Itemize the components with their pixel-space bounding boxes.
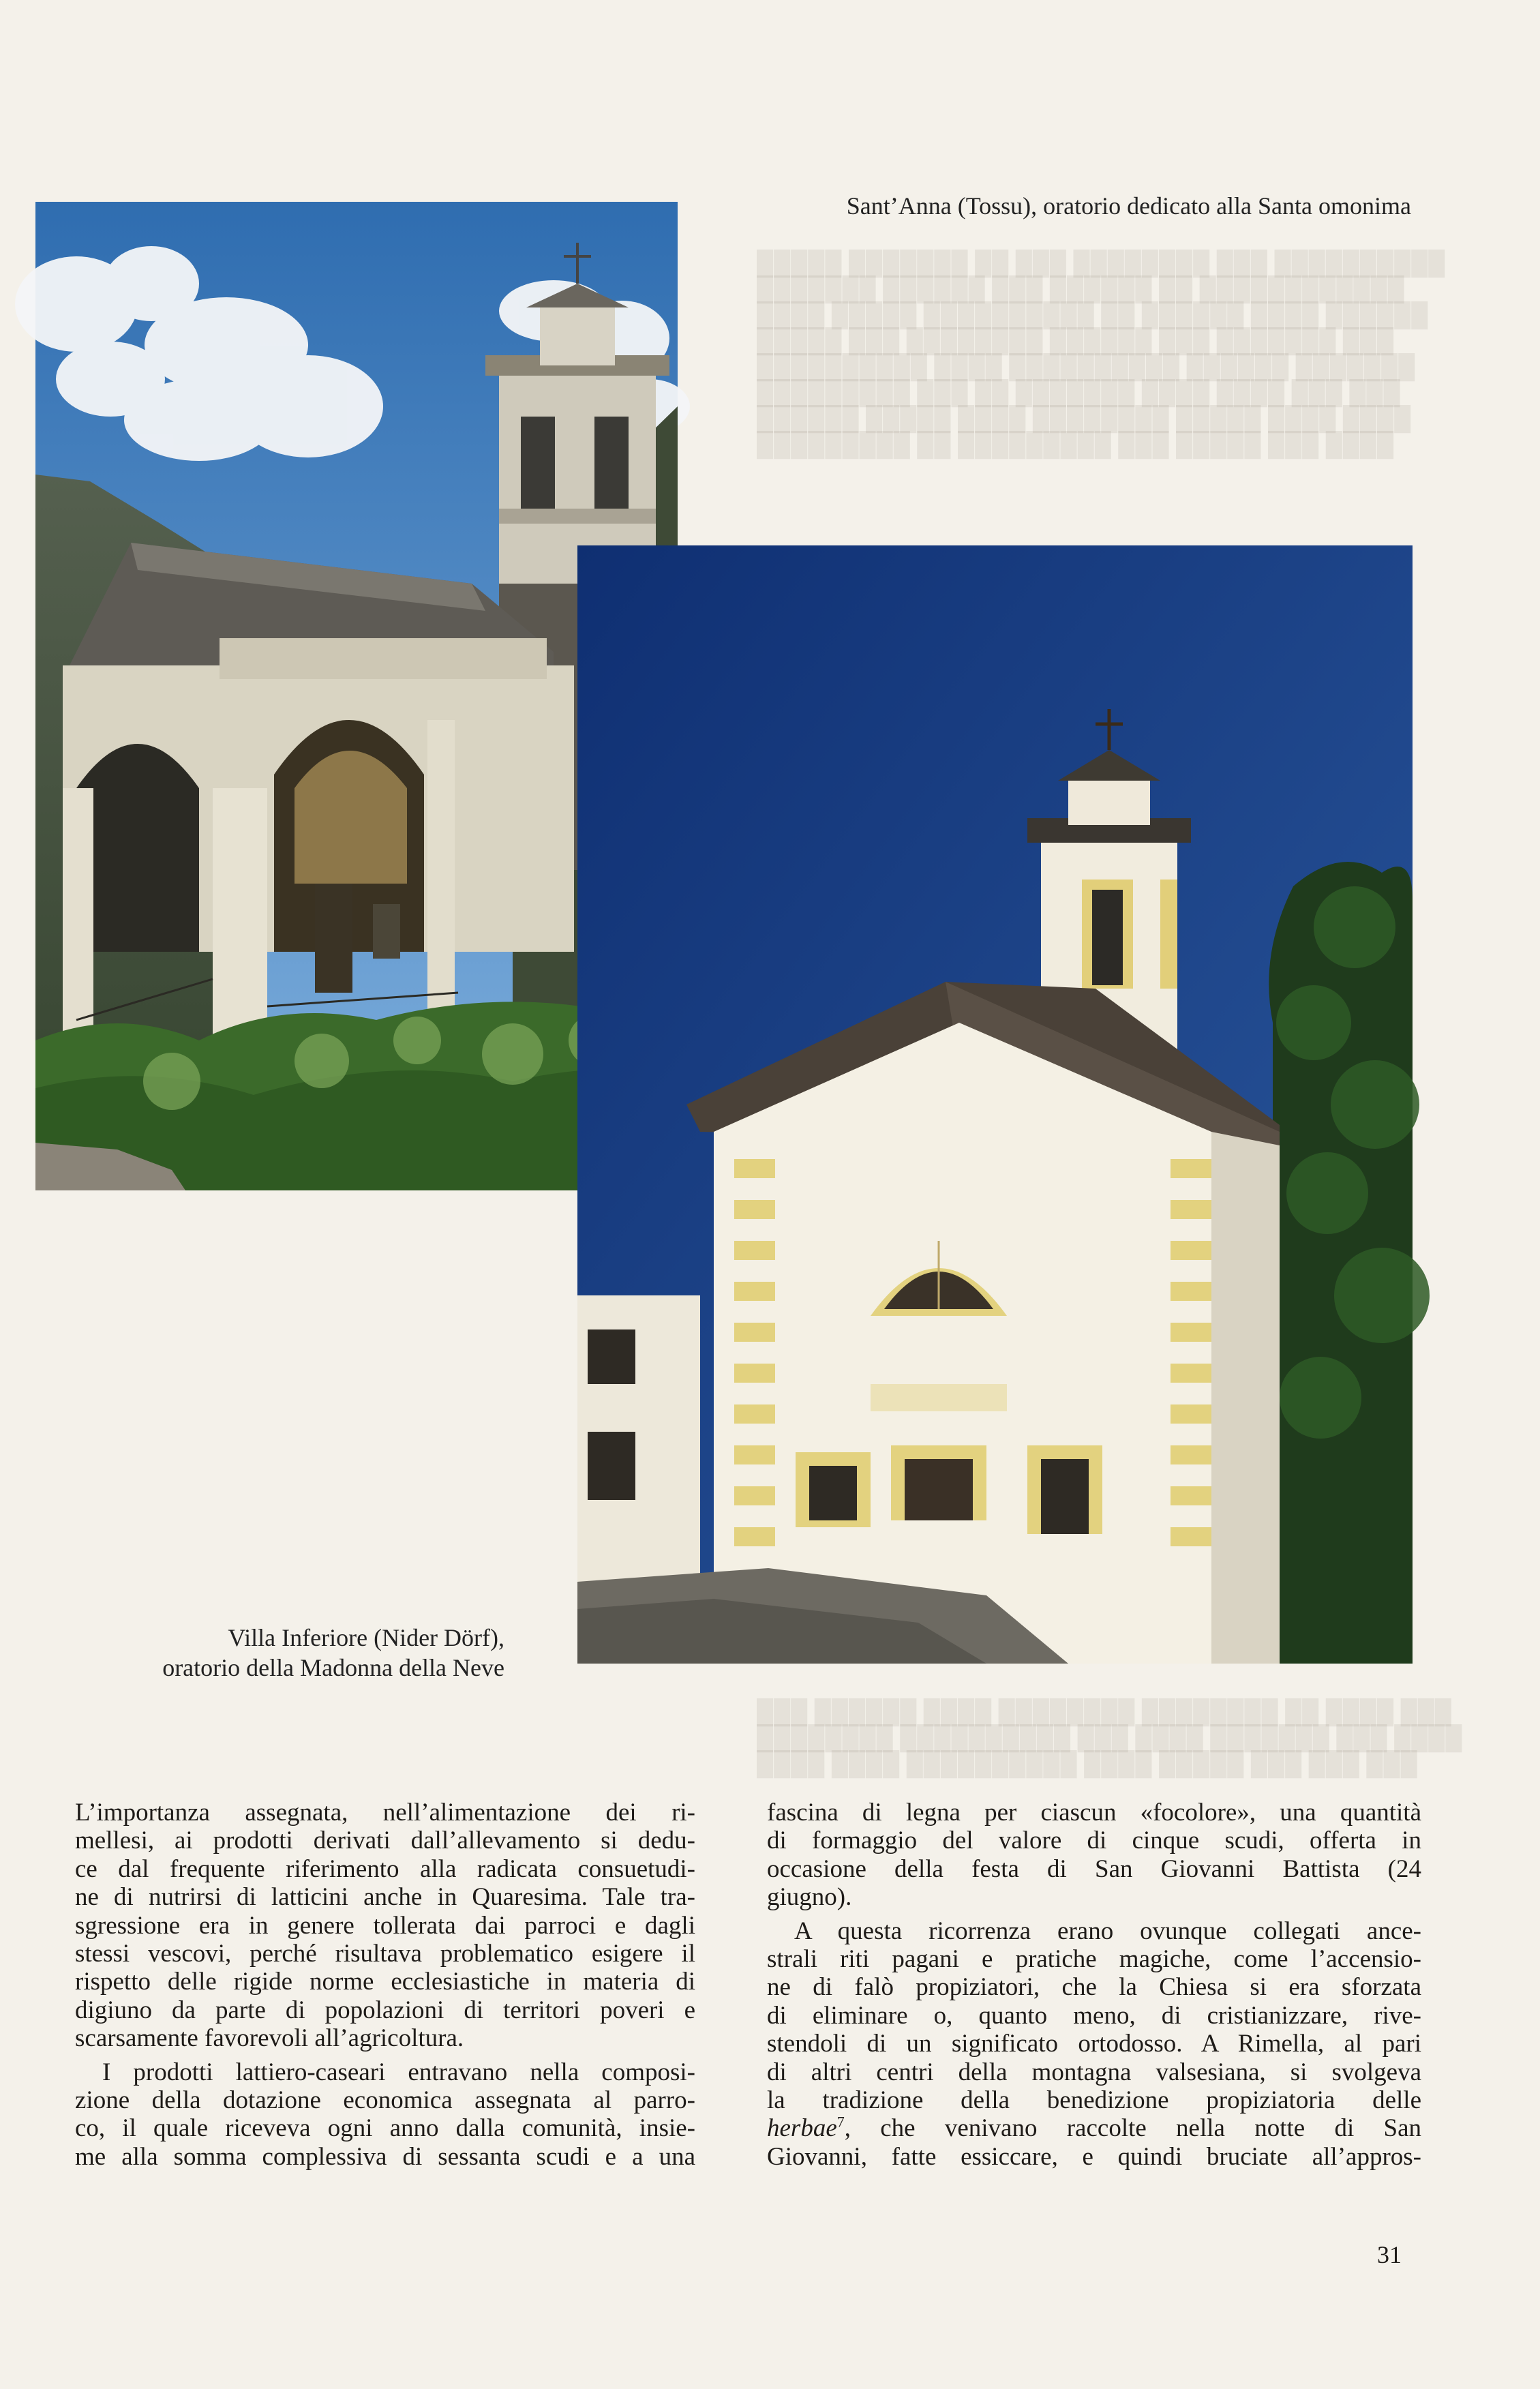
text-line: di formaggio del valore di cinque scudi, offerta in [767, 1827, 1421, 1855]
text-line: di altri centri della montagna valsesiana, si svolgeva [767, 2058, 1421, 2086]
text-line-herbae [767, 2114, 1421, 2142]
text-line: Giovanni, fatte essiccare, e quindi bruciate all’appros- [767, 2142, 1421, 2171]
text-line: ne di falò propiziatori, che la Chiesa si era sforzata [767, 1973, 1421, 2002]
text-line: di eliminare o, quanto meno, di cristianizzare, rive- [767, 2001, 1421, 2030]
photo-sant-anna [577, 545, 1413, 1664]
text-line: ne di nutrirsi di latticini anche in Quaresima. Tale tra- [75, 1883, 695, 1912]
body-column-left [75, 1799, 695, 2171]
bleed-through-text: █████ ███████ ██ ███ ████████ ███ ██████████ ███████ ██████ ███ ██████ ██ ████████████ ████ █████ ██████████ ██ ██████ ████ ██████ █████ ███ ████████ ██████ ███ ███████ ███ ██████████ ████ ██████████ ██████ ███████ █████████ ███ ██ ███████ ████ ████ ███ ███ ██████ █████ ████ ████████ █████ ████ ████ █████████ ██ █████████ ███ █████ ███ ████ [757, 251, 1446, 457]
caption-sant-anna: Sant’Anna (Tossu), oratorio dedicato alla Santa omonima [846, 192, 1411, 220]
herbae-term: herbae [767, 2114, 837, 2143]
paragraph [75, 2058, 695, 2172]
footnote-marker[interactable]: 7 [836, 2114, 845, 2131]
text-line: scarsamente favorevoli all’agricoltura. [75, 2024, 464, 2053]
text-line: me alla somma complessiva di sessanta scudi e a una [75, 2142, 695, 2171]
caption-left-line-2: oratorio della Madonna della Neve [162, 1654, 504, 1681]
text-line: digiuno da parte di popolazioni di territori poveri e [75, 1996, 695, 2024]
bleed-through-text-lower: ███ ██████ ████ ████████ ████████ ██ ████ ███ ████████ ██████████ ███ ████ ███████ ███ ████ ████ ████ ██████████ ████ █████ ███ ███ ███ [757, 1700, 1463, 1777]
text-line: rispetto delle rigide norme ecclesiastiche in materia di [75, 1968, 695, 1996]
text-line: co, il quale riceveva ogni anno dalla comunità, insie- [75, 2114, 695, 2143]
body-column-right [767, 1799, 1421, 2171]
photo-overlap-mask [35, 1190, 577, 1668]
caption-left-line-1: Villa Inferiore (Nider Dörf), [228, 1624, 504, 1651]
paragraph [75, 1799, 695, 2053]
text-fragment: , che venivano raccolte nella notte di San [844, 2114, 1421, 2143]
page-number: 31 [1377, 2241, 1402, 2268]
text-line: zione della dotazione economica assegnata al parro- [75, 2086, 695, 2115]
caption-madonna-della-neve [41, 1623, 504, 1683]
text-line: mellesi, ai prodotti derivati dall’allevamento si dedu- [75, 1827, 695, 1855]
text-line: stessi vescovi, perché risultava problematico esigere il [75, 1940, 695, 1968]
text-line: L’importanza assegnata, nell’alimentazione dei ri- [75, 1799, 695, 1827]
text-line: I prodotti lattiero-caseari entravano nella composi- [102, 2058, 695, 2086]
text-line: la tradizione della benedizione propiziatoria delle [767, 2086, 1421, 2115]
text-line: occasione della festa di San Giovanni Battista (24 [767, 1854, 1421, 1883]
paragraph [767, 1799, 1421, 1912]
text-line: strali riti pagani e pratiche magiche, come l’accensio- [767, 1945, 1421, 1974]
text-line: ce dal frequente riferimento alla radicata consuetudi- [75, 1854, 695, 1883]
text-line: stendoli di un significato ortodosso. A Rimella, al pari [767, 2030, 1421, 2058]
paragraph [767, 1917, 1421, 2172]
text-line: fascina di legna per ciascun «focolore», una quantità [767, 1799, 1421, 1827]
text-line: giugno). [767, 1883, 852, 1912]
photo-sant-anna-illustration [577, 545, 1413, 1664]
text-line: sgressione era in genere tollerata dai parroci e dagli [75, 1911, 695, 1940]
text-line: A questa ricorrenza erano ovunque collegati ance- [794, 1917, 1421, 1945]
